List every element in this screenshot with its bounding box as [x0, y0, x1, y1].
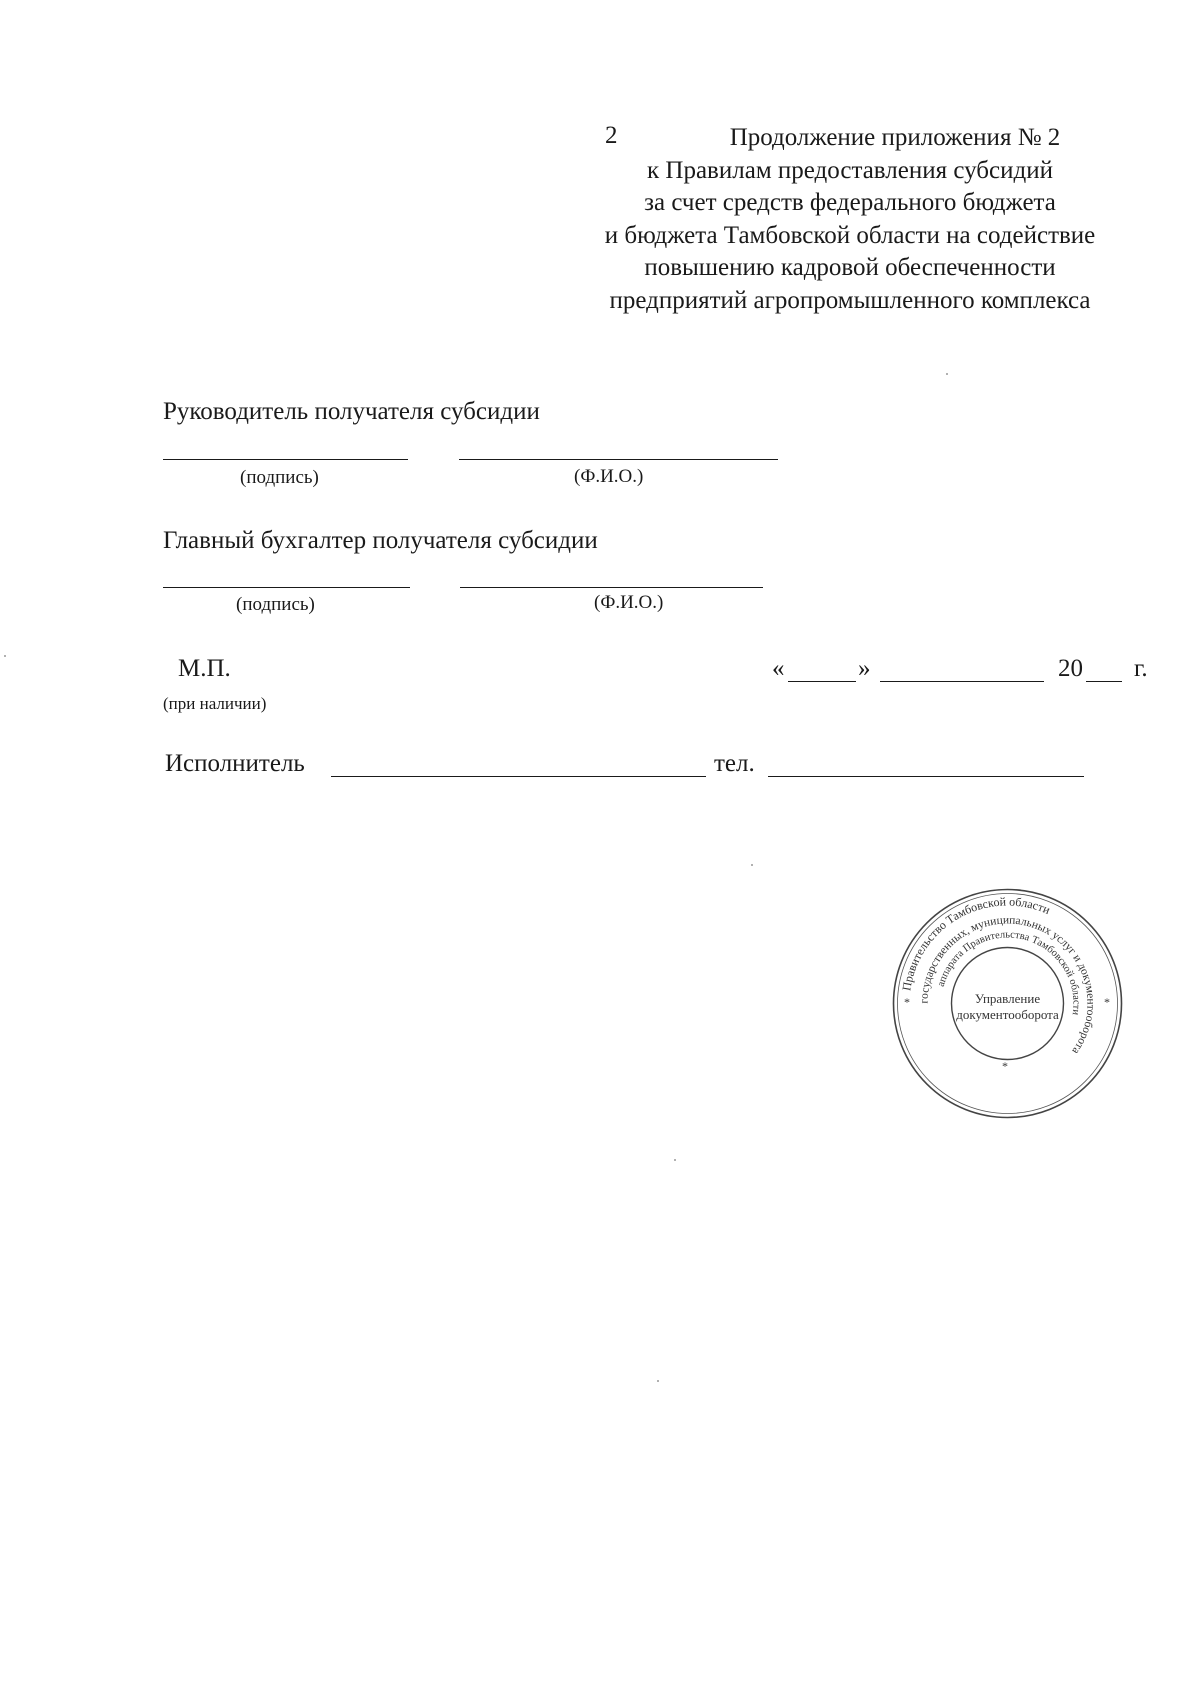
stamp-star-bottom: *: [1002, 1059, 1008, 1073]
scan-speck: [4, 655, 6, 657]
date-year-prefix: 20: [1058, 655, 1083, 682]
accountant-signature-line: [163, 587, 410, 588]
stamp-center-line-2: документооборота: [956, 1007, 1059, 1022]
stamp-center-line-1: Управление: [974, 991, 1041, 1006]
date-open-quote: «: [772, 655, 785, 682]
appendix-header-line: повышению кадровой обеспеченности: [644, 254, 1056, 281]
accountant-name-line: [460, 587, 763, 588]
seal-place-note: (при наличии): [163, 694, 267, 713]
head-name-line: [459, 459, 778, 460]
head-name-caption: (Ф.И.О.): [574, 466, 644, 487]
head-signature-caption: (подпись): [240, 467, 319, 488]
phone-line: [768, 776, 1084, 777]
accountant-title: Главный бухгалтер получателя субсидии: [163, 527, 598, 554]
date-month-line: [880, 681, 1044, 682]
accountant-signature-caption: (подпись): [236, 594, 315, 615]
executor-label: Исполнитель: [165, 750, 305, 777]
stamp-middle-ring-text: государственных, муниципальных услуг и документооборота: [918, 914, 1097, 1057]
appendix-header-line: Продолжение приложения № 2: [729, 124, 1061, 151]
page-number: 2: [605, 122, 618, 149]
appendix-header-line: за счет средств федерального бюджета: [644, 189, 1056, 216]
date-year-line: [1086, 681, 1122, 682]
stamp-star-right: *: [1104, 995, 1110, 1009]
stamp-star-left: *: [904, 995, 910, 1009]
head-signature-line: [163, 459, 408, 460]
scan-speck: [674, 1159, 676, 1161]
date-close-quote: »: [858, 655, 871, 682]
stamp-outer-ring-text: Правительство Тамбовской области: [899, 894, 1053, 992]
appendix-header-line: предприятий агропромышленного комплекса: [609, 286, 1091, 314]
stamp-graphic: [890, 886, 1125, 1121]
date-day-line: [788, 681, 856, 682]
scan-speck: [751, 864, 753, 866]
appendix-header-line: и бюджета Тамбовской области на содействие: [604, 221, 1096, 249]
appendix-header: [560, 122, 1140, 317]
head-title: Руководитель получателя субсидии: [163, 398, 540, 425]
executor-name-line: [331, 776, 706, 777]
appendix-header-line: к Правилам предоставления субсидий: [647, 156, 1053, 184]
date-year-suffix: г.: [1134, 655, 1148, 682]
official-stamp: [890, 886, 1125, 1121]
seal-place-label: М.П.: [178, 655, 231, 682]
scan-speck: [946, 373, 948, 375]
phone-label: тел.: [714, 750, 755, 777]
stamp-inner-ring-text: аппарата Правительства Тамбовской области: [935, 929, 1082, 1016]
scan-speck: [657, 1380, 659, 1382]
accountant-name-caption: (Ф.И.О.): [594, 592, 664, 613]
